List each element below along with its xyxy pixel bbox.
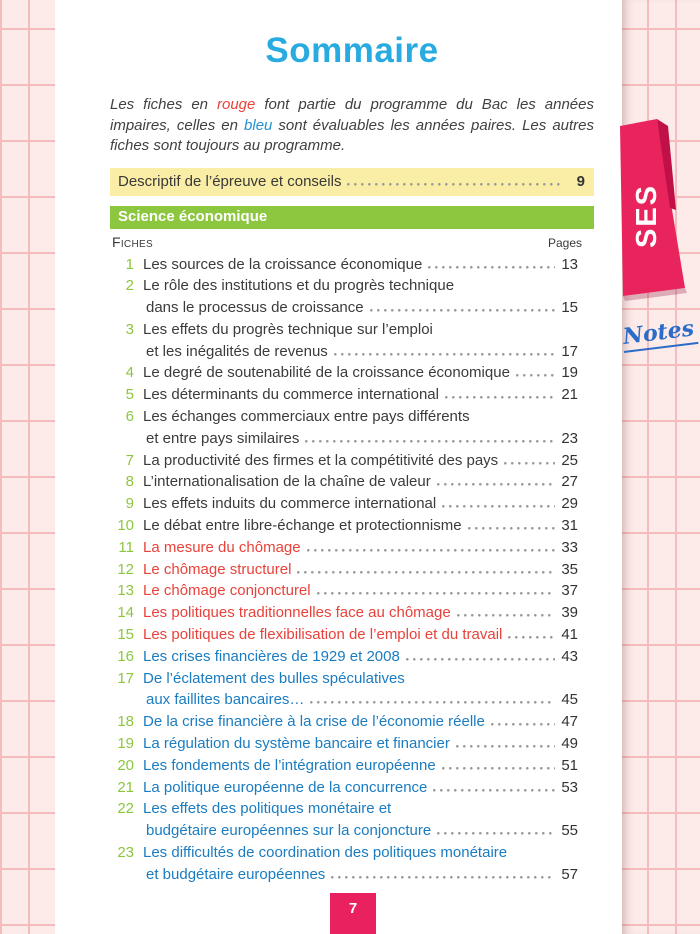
item-title: Le degré de soutenabilité de la croissance économique: [143, 364, 510, 382]
item-page-number: 57: [561, 865, 578, 883]
intro-part2: font partie du programme du Bac les années impaires, celles en: [110, 96, 594, 134]
toc-item-line: [110, 515, 578, 537]
dot-leader: [457, 614, 555, 617]
descriptif-page-number: 9: [576, 172, 585, 190]
item-title: Les échanges commerciaux entre pays différents: [143, 408, 470, 426]
item-title: Les politiques traditionnelles face au chômage: [143, 604, 451, 622]
toc-item-line: [110, 820, 578, 842]
item-number: 14: [117, 604, 134, 622]
toc-item-line: [110, 384, 578, 406]
descriptif-label: Descriptif de l’épreuve et conseils: [118, 172, 342, 190]
item-page-number: 45: [561, 691, 578, 709]
toc-item-line: [110, 689, 578, 711]
item-page-number: 37: [561, 582, 578, 600]
item-title: Les politiques de flexibilisation de l’emploi et du travail: [143, 626, 503, 644]
item-number: 15: [117, 626, 134, 644]
toc-item-line: [110, 428, 578, 450]
toc-list: [110, 254, 594, 886]
dot-leader: [468, 527, 555, 530]
toc-item-line: [110, 559, 578, 581]
item-title: Les déterminants du commerce international: [143, 386, 439, 404]
intro-part3: sont évaluables les années paires. Les autres fiches sont toujours au programme.: [110, 116, 595, 154]
item-title: Les effets induits du commerce international: [143, 495, 437, 513]
intro-word-rouge: rouge: [216, 96, 256, 113]
item-number: 22: [117, 800, 134, 818]
item-page-number: 47: [561, 713, 578, 731]
toc-item-line: [110, 733, 578, 755]
item-page-number: 53: [561, 778, 578, 796]
item-number: 10: [117, 517, 134, 535]
toc-item-line: [110, 842, 578, 864]
toc-item-line: [110, 254, 578, 276]
dot-leader: [437, 832, 555, 835]
item-title: Le chômage structurel: [143, 560, 292, 578]
item-number: 21: [117, 778, 134, 796]
item-page-number: 17: [561, 342, 578, 360]
toc-item-line: [110, 537, 578, 559]
item-number: 2: [125, 277, 134, 295]
item-title: et les inégalités de revenus: [146, 342, 328, 360]
dot-leader: [347, 183, 562, 186]
item-title: aux faillites bancaires…: [146, 691, 305, 709]
item-title: La productivité des firmes et la compétitivité des pays: [143, 451, 499, 469]
item-title: La régulation du système bancaire et financier: [143, 735, 450, 753]
notes-label: Notes: [620, 315, 698, 353]
item-title: L’internationalisation de la chaîne de valeur: [143, 473, 431, 491]
item-title: La politique européenne de la concurrence: [143, 778, 428, 796]
page-content: [110, 0, 594, 886]
item-title: De l’éclatement des bulles spéculatives: [143, 669, 405, 687]
toc-item-line: [110, 646, 578, 668]
column-header-pages: Pages: [547, 235, 582, 250]
item-page-number: 13: [561, 255, 578, 273]
item-number: 6: [125, 408, 134, 426]
item-number: 5: [125, 386, 134, 404]
dot-leader: [442, 767, 555, 770]
dot-leader: [491, 723, 555, 726]
dot-leader: [442, 505, 555, 508]
item-title: Les difficultés de coordination des politiques monétaire: [143, 844, 508, 862]
footer-page-number: 7: [330, 893, 376, 934]
toc-item-line: [110, 711, 578, 733]
left-margin-grid: [0, 0, 55, 934]
page-title: Sommaire: [265, 31, 439, 70]
item-title: Les sources de la croissance économique: [143, 255, 423, 273]
item-title: et budgétaire européennes: [146, 865, 326, 883]
descriptif-row: [110, 168, 594, 196]
ses-tab-label: SES: [631, 183, 663, 249]
dot-leader: [317, 592, 555, 595]
item-number: 9: [125, 495, 134, 513]
item-title: Les effets du progrès technique sur l’emploi: [143, 320, 433, 338]
item-number: 19: [117, 735, 134, 753]
dot-leader: [307, 549, 555, 552]
item-page-number: 41: [561, 626, 578, 644]
column-header-fiches: Fiches: [112, 233, 153, 250]
toc-item-line: [110, 406, 578, 428]
toc-item-line: [110, 602, 578, 624]
item-title: Le débat entre libre-échange et protectionnisme: [143, 517, 462, 535]
item-title: De la crise financière à la crise de l’économie réelle: [143, 713, 485, 731]
item-title: budgétaire européennes sur la conjoncture: [146, 822, 432, 840]
dot-leader: [504, 462, 555, 465]
dot-leader: [437, 483, 555, 486]
toc-item-line: [110, 624, 578, 646]
item-title: dans le processus de croissance: [146, 299, 364, 317]
toc-item-line: [110, 668, 578, 690]
item-number: 4: [125, 364, 134, 382]
toc-item-line: [110, 864, 578, 886]
toc-item-line: [110, 275, 578, 297]
item-number: 1: [125, 255, 134, 273]
item-page-number: 27: [561, 473, 578, 491]
section-header: Science économique: [110, 206, 594, 229]
item-page-number: 25: [561, 451, 578, 469]
item-page-number: 19: [561, 364, 578, 382]
dot-leader: [310, 701, 555, 704]
dot-leader: [428, 266, 555, 269]
item-page-number: 49: [561, 735, 578, 753]
item-title: et entre pays similaires: [146, 429, 300, 447]
item-number: 20: [117, 756, 134, 774]
item-page-number: 33: [561, 538, 578, 556]
item-title: Les fondements de l’intégration européenne: [143, 756, 436, 774]
toc-item-line: [110, 319, 578, 341]
toc-item-line: [110, 362, 578, 384]
intro-text: [110, 95, 594, 157]
item-title: La mesure du chômage: [143, 538, 301, 556]
item-number: 11: [118, 538, 134, 556]
toc-item-line: [110, 777, 578, 799]
toc-item-line: [110, 297, 578, 319]
item-number: 13: [117, 582, 134, 600]
toc-item-line: [110, 493, 578, 515]
item-page-number: 55: [561, 822, 578, 840]
intro-word-bleu: bleu: [244, 116, 273, 134]
item-number: 7: [125, 451, 134, 469]
dot-leader: [508, 636, 555, 639]
dot-leader: [370, 309, 555, 312]
toc-item-line: [110, 450, 578, 472]
dot-leader: [456, 745, 555, 748]
ses-tab: [612, 112, 692, 304]
item-title: Le rôle des institutions et du progrès technique: [143, 277, 455, 295]
dot-leader: [406, 658, 555, 661]
item-number: 8: [125, 473, 134, 491]
item-page-number: 51: [561, 756, 578, 774]
item-page-number: 23: [561, 429, 578, 447]
item-page-number: 29: [561, 495, 578, 513]
toc-item-line: [110, 341, 578, 363]
item-page-number: 15: [561, 299, 578, 317]
toc-item-line: [110, 471, 578, 493]
dot-leader: [516, 374, 555, 377]
item-number: 3: [125, 320, 134, 338]
item-title: Le chômage conjoncturel: [143, 582, 311, 600]
item-number: 16: [117, 647, 134, 665]
item-page-number: 35: [561, 560, 578, 578]
intro-part1: Les fiches en: [110, 96, 217, 113]
dot-leader: [445, 396, 555, 399]
item-number: 23: [117, 844, 134, 862]
item-title: Les crises financières de 1929 et 2008: [143, 647, 400, 665]
item-page-number: 43: [561, 647, 578, 665]
item-page-number: 21: [561, 386, 578, 404]
column-headers: [110, 234, 594, 250]
dot-leader: [334, 353, 555, 356]
dot-leader: [297, 571, 555, 574]
item-page-number: 39: [561, 604, 578, 622]
toc-item-line: [110, 580, 578, 602]
item-number: 18: [117, 713, 134, 731]
item-number: 12: [117, 560, 134, 578]
dot-leader: [433, 789, 555, 792]
dot-leader: [305, 440, 555, 443]
item-title: Les effets des politiques monétaire et: [143, 800, 392, 818]
item-page-number: 31: [561, 517, 578, 535]
toc-item-line: [110, 798, 578, 820]
item-number: 17: [117, 669, 134, 687]
toc-item-line: [110, 755, 578, 777]
dot-leader: [331, 876, 555, 879]
